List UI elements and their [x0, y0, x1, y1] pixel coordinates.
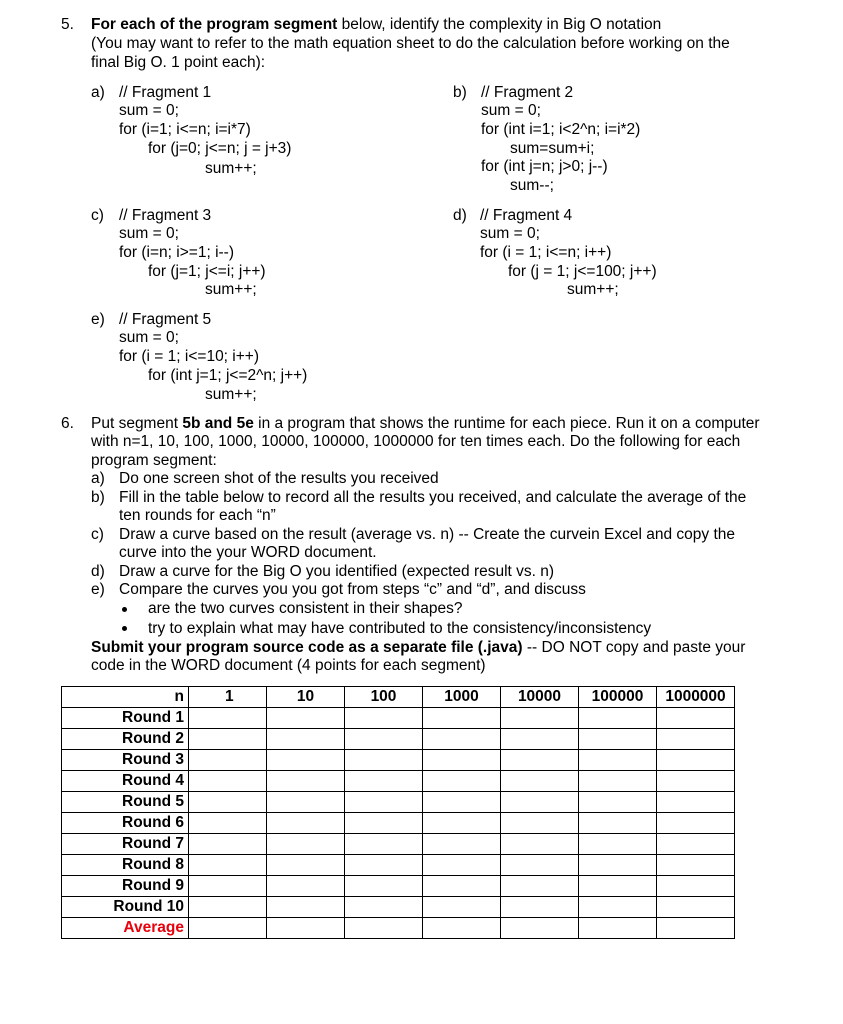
q6-item-c-label: c) [91, 526, 104, 543]
fragment-e-label: e) [91, 311, 105, 328]
table-cell[interactable] [579, 792, 657, 813]
fragment-d-title: // Fragment 4 [480, 207, 573, 224]
q6-item-c-text: curve into the your WORD document. [119, 544, 377, 561]
table-cell[interactable] [267, 897, 345, 918]
table-cell[interactable] [501, 792, 579, 813]
table-cell[interactable] [267, 813, 345, 834]
table-cell[interactable] [657, 771, 735, 792]
fragment-a-title: // Fragment 1 [119, 84, 212, 101]
table-row [62, 771, 735, 792]
table-cell[interactable] [657, 708, 735, 729]
table-cell[interactable] [345, 834, 423, 855]
table-cell[interactable] [423, 876, 501, 897]
table-cell[interactable] [423, 813, 501, 834]
fragment-a-line: for (j=0; j<=n; j = j+3) [148, 140, 292, 157]
table-cell[interactable] [345, 729, 423, 750]
q6-item-b-label: b) [91, 489, 105, 506]
table-cell[interactable] [501, 708, 579, 729]
table-cell[interactable] [267, 708, 345, 729]
table-cell[interactable] [267, 792, 345, 813]
table-cell[interactable] [579, 876, 657, 897]
table-cell[interactable] [423, 918, 501, 939]
table-row [62, 729, 735, 750]
table-cell[interactable] [345, 897, 423, 918]
fragment-b-line: for (int i=1; i<2^n; i=i*2) [481, 121, 641, 138]
q6-bullet-text: are the two curves consistent in their shapes? [148, 600, 463, 617]
table-cell[interactable] [345, 792, 423, 813]
table-row [62, 876, 735, 897]
fragment-b-line: for (int j=n; j>0; j--) [481, 158, 608, 175]
q6-item-a-label: a) [91, 470, 105, 487]
fragment-b-line: sum=sum+i; [510, 140, 595, 157]
table-cell[interactable] [423, 708, 501, 729]
table-header-row [62, 687, 735, 708]
table-cell[interactable] [423, 897, 501, 918]
row-label: Round 6 [62, 813, 189, 834]
fragment-c-label: c) [91, 207, 104, 224]
q6-number: 6. [61, 415, 74, 432]
q5-intro-bold: For each of the program segment [91, 16, 338, 33]
table-cell[interactable] [423, 792, 501, 813]
table-cell[interactable] [345, 855, 423, 876]
table-cell[interactable] [657, 897, 735, 918]
table-cell[interactable] [189, 792, 267, 813]
bullet-dot-icon [122, 607, 127, 612]
fragment-b-line: sum = 0; [481, 102, 541, 119]
table-cell[interactable] [579, 834, 657, 855]
table-cell[interactable] [267, 855, 345, 876]
table-cell[interactable] [189, 834, 267, 855]
header-col: 10000 [501, 687, 579, 708]
table-cell[interactable] [579, 750, 657, 771]
fragment-e-line: sum++; [205, 386, 257, 403]
table-cell[interactable] [423, 834, 501, 855]
table-cell[interactable] [189, 708, 267, 729]
table-cell[interactable] [579, 918, 657, 939]
fragment-a-line: for (i=1; i<=n; i=i*7) [119, 121, 251, 138]
row-label: Round 2 [62, 729, 189, 750]
fragment-a-line: sum = 0; [119, 102, 179, 119]
q6-item-b-text: Fill in the table below to record all the results you received, and calculate the average of the [119, 489, 747, 506]
table-cell[interactable] [501, 771, 579, 792]
fragment-d-label: d) [453, 207, 467, 224]
table-cell[interactable] [267, 834, 345, 855]
bullet-dot-icon [122, 626, 127, 631]
fragment-b-label: b) [453, 84, 467, 101]
fragment-c-line: sum++; [205, 281, 257, 298]
table-row [62, 897, 735, 918]
header-col: 1000 [423, 687, 501, 708]
q6-item-d-text: Draw a curve for the Big O you identified (expected result vs. n) [119, 563, 555, 580]
row-label: Round 8 [62, 855, 189, 876]
table-row [62, 708, 735, 729]
table-cell[interactable] [189, 918, 267, 939]
q6-submit-bold: Submit your program source code as a separate file (.java) [91, 639, 523, 656]
table-cell[interactable] [657, 834, 735, 855]
fragment-e-line: for (i = 1; i<=10; i++) [119, 348, 260, 365]
table-cell[interactable] [501, 876, 579, 897]
table-cell[interactable] [189, 897, 267, 918]
table-cell[interactable] [501, 813, 579, 834]
fragment-a-label: a) [91, 84, 105, 101]
table-cell[interactable] [579, 729, 657, 750]
q6-line1-bold: 5b and 5e [182, 415, 254, 432]
table-cell[interactable] [501, 729, 579, 750]
table-cell[interactable] [189, 855, 267, 876]
q6-submit [91, 639, 745, 657]
table-cell[interactable] [501, 855, 579, 876]
q6-submit-rest: -- DO NOT copy and paste your [522, 639, 746, 656]
table-cell[interactable] [501, 750, 579, 771]
q6-line1-end: in a program that shows the runtime for each piece. Run it on a computer [253, 415, 760, 432]
fragment-e-title: // Fragment 5 [119, 311, 212, 328]
table-cell[interactable] [657, 918, 735, 939]
row-label: Round 1 [62, 708, 189, 729]
q6-bullet-text: try to explain what may have contributed to the consistency/inconsistency [148, 620, 652, 637]
table-cell[interactable] [657, 750, 735, 771]
fragment-b-title: // Fragment 2 [481, 84, 574, 101]
fragment-d-line: for (j = 1; j<=100; j++) [508, 263, 657, 280]
table-cell[interactable] [267, 750, 345, 771]
table-cell[interactable] [267, 771, 345, 792]
table-row [62, 813, 735, 834]
q6-submit-line2: code in the WORD document (4 points for each segment) [91, 657, 486, 674]
table-cell[interactable] [579, 813, 657, 834]
fragment-c-line: for (i=n; i>=1; i--) [119, 244, 234, 261]
header-col: 100000 [579, 687, 657, 708]
table-cell[interactable] [345, 918, 423, 939]
table-cell[interactable] [657, 876, 735, 897]
q6-line3: program segment: [91, 452, 217, 469]
row-label: Round 5 [62, 792, 189, 813]
table-cell[interactable] [657, 813, 735, 834]
q6-line1 [91, 415, 760, 433]
header-col: 10 [267, 687, 345, 708]
table-cell[interactable] [189, 771, 267, 792]
table-cell[interactable] [579, 708, 657, 729]
header-col: 1000000 [657, 687, 735, 708]
header-n: n [62, 687, 189, 708]
fragment-a-line: sum++; [205, 160, 257, 177]
table-cell[interactable] [423, 771, 501, 792]
row-label: Round 9 [62, 876, 189, 897]
table-row [62, 750, 735, 771]
q6-line1-start: Put segment [91, 415, 183, 432]
table-cell[interactable] [345, 876, 423, 897]
table-cell[interactable] [345, 813, 423, 834]
table-cell[interactable] [267, 876, 345, 897]
table-cell[interactable] [423, 750, 501, 771]
table-cell[interactable] [657, 729, 735, 750]
table-cell[interactable] [501, 897, 579, 918]
table-cell[interactable] [345, 708, 423, 729]
q6-item-e-text: Compare the curves you you got from steps “c” and “d”, and discuss [119, 581, 586, 598]
row-label: Round 7 [62, 834, 189, 855]
table-cell[interactable] [189, 876, 267, 897]
table-cell[interactable] [657, 792, 735, 813]
row-label: Round 3 [62, 750, 189, 771]
table-row [62, 855, 735, 876]
average-row [62, 918, 735, 939]
table-cell[interactable] [267, 918, 345, 939]
fragment-d-line: sum++; [567, 281, 619, 298]
table-cell[interactable] [267, 729, 345, 750]
table-cell[interactable] [345, 771, 423, 792]
q6-item-e-label: e) [91, 581, 105, 598]
table-cell[interactable] [189, 750, 267, 771]
fragment-d-line: for (i = 1; i<=n; i++) [480, 244, 612, 261]
fragment-c-title: // Fragment 3 [119, 207, 212, 224]
table-cell[interactable] [345, 750, 423, 771]
q6-line2: with n=1, 10, 100, 1000, 10000, 100000, 1000000 for ten times each. Do the following for each [91, 433, 741, 450]
fragment-c-line: sum = 0; [119, 225, 179, 242]
results-table [61, 686, 735, 939]
table-cell[interactable] [501, 918, 579, 939]
q5-intro [91, 16, 661, 34]
q5-number: 5. [61, 16, 74, 33]
table-cell[interactable] [423, 855, 501, 876]
fragment-b-line: sum--; [510, 177, 554, 194]
q6-item-d-label: d) [91, 563, 105, 580]
table-cell[interactable] [189, 813, 267, 834]
table-cell[interactable] [501, 834, 579, 855]
header-col: 100 [345, 687, 423, 708]
q6-item-a-text: Do one screen shot of the results you received [119, 470, 439, 487]
q6-item-c-text: Draw a curve based on the result (average vs. n) -- Create the curvein Excel and copy the [119, 526, 735, 543]
fragment-e-line: for (int j=1; j<=2^n; j++) [148, 367, 308, 384]
table-row [62, 834, 735, 855]
q5-line3: final Big O. 1 point each): [91, 54, 266, 71]
table-row [62, 792, 735, 813]
table-cell[interactable] [423, 729, 501, 750]
fragment-c-line: for (j=1; j<=i; j++) [148, 263, 266, 280]
fragment-e-line: sum = 0; [119, 329, 179, 346]
row-label: Round 10 [62, 897, 189, 918]
row-label: Round 4 [62, 771, 189, 792]
table-cell[interactable] [579, 897, 657, 918]
q5-intro-rest: below, identify the complexity in Big O notation [337, 16, 662, 33]
header-col: 1 [189, 687, 267, 708]
table-cell[interactable] [657, 855, 735, 876]
q5-line2: (You may want to refer to the math equation sheet to do the calculation before working on the [91, 35, 730, 52]
table-cell[interactable] [189, 729, 267, 750]
table-cell[interactable] [579, 771, 657, 792]
table-cell[interactable] [579, 855, 657, 876]
q6-item-b-text: ten rounds for each “n” [119, 507, 276, 524]
average-label: Average [62, 918, 189, 939]
fragment-d-line: sum = 0; [480, 225, 540, 242]
